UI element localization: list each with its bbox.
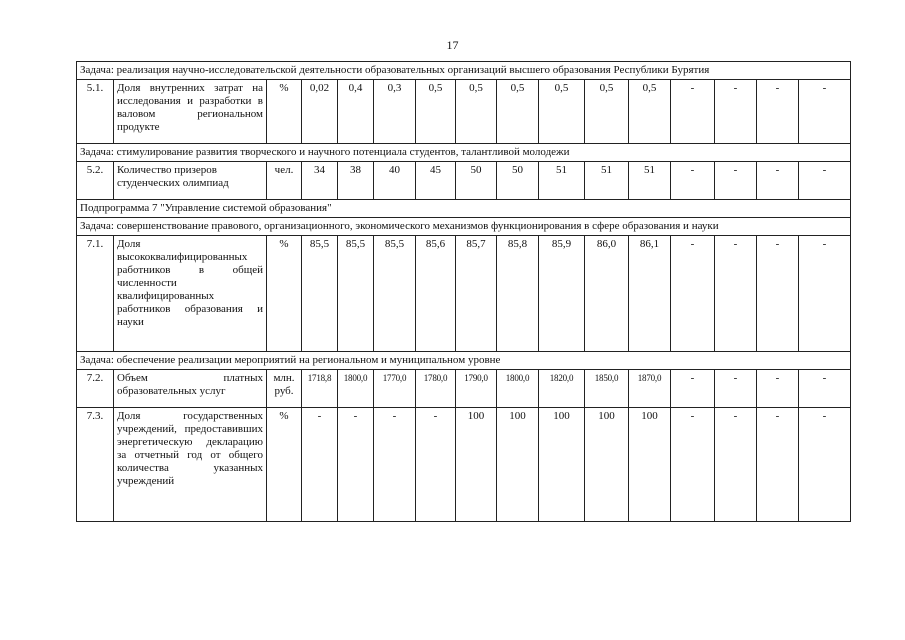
value-cell: 50: [456, 162, 497, 200]
value-cell: -: [757, 370, 799, 408]
indicator-name: Доля государственных учреждений, предоставивших энергетическую декларацию за отчетный год от общего количества указанных учреждений: [114, 408, 267, 522]
value-cell: -: [715, 162, 757, 200]
value-cell: 1770,0: [374, 370, 416, 408]
value-cell: 1790,0: [456, 370, 497, 408]
value-cell: -: [799, 80, 851, 144]
task-row: [77, 352, 851, 370]
indicator-name: Объем платных образовательных услуг: [114, 370, 267, 408]
value-cell: 0,5: [539, 80, 585, 144]
value-cell: 1850,0: [585, 370, 629, 408]
value-cell: 50: [497, 162, 539, 200]
value-cell: 38: [338, 162, 374, 200]
value-cell: 40: [374, 162, 416, 200]
value-cell: 51: [539, 162, 585, 200]
task-label: Задача: реализация научно-исследовательской деятельности образовательных организаций высшего образования Республики Бурятия: [77, 62, 851, 80]
value-cell: 85,5: [338, 236, 374, 352]
value-cell: -: [374, 408, 416, 522]
value-cell: -: [715, 370, 757, 408]
task-row: [77, 218, 851, 236]
value-cell: 85,9: [539, 236, 585, 352]
table-row: [77, 236, 851, 352]
table-row: [77, 408, 851, 522]
value-cell: 100: [629, 408, 671, 522]
value-cell: -: [799, 236, 851, 352]
unit-cell: %: [267, 236, 302, 352]
value-cell: -: [799, 162, 851, 200]
value-cell: 100: [497, 408, 539, 522]
value-cell: -: [715, 236, 757, 352]
value-cell: 0,5: [629, 80, 671, 144]
value-cell: 1820,0: [539, 370, 585, 408]
row-number: 7.1.: [77, 236, 114, 352]
value-cell: 85,5: [302, 236, 338, 352]
value-cell: -: [671, 370, 715, 408]
table-row: [77, 80, 851, 144]
value-cell: 51: [585, 162, 629, 200]
indicator-name: Доля внутренних затрат на исследования и разработки в валовом региональном продукте: [114, 80, 267, 144]
value-cell: 0,5: [416, 80, 456, 144]
value-cell: 1870,0: [629, 370, 671, 408]
indicator-name: Количество призеров студенческих олимпиад: [114, 162, 267, 200]
value-cell: -: [416, 408, 456, 522]
value-cell: -: [338, 408, 374, 522]
value-cell: 100: [585, 408, 629, 522]
indicators-table: [76, 61, 851, 522]
subprogram-label: Подпрограмма 7 "Управление системой образования": [77, 200, 851, 218]
value-cell: 0,4: [338, 80, 374, 144]
subprogram-row: [77, 200, 851, 218]
task-label: Задача: стимулирование развития творческого и научного потенциала студентов, талантливой молодежи: [77, 144, 851, 162]
value-cell: 85,7: [456, 236, 497, 352]
value-cell: 0,5: [585, 80, 629, 144]
value-cell: 51: [629, 162, 671, 200]
value-cell: -: [671, 236, 715, 352]
task-label: Задача: совершенствование правового, организационного, экономического механизмов функционирования в сфере образования и науки: [77, 218, 851, 236]
task-row: [77, 62, 851, 80]
value-cell: -: [671, 80, 715, 144]
value-cell: 1780,0: [416, 370, 456, 408]
value-cell: -: [757, 162, 799, 200]
value-cell: 0,02: [302, 80, 338, 144]
value-cell: 1718,8: [302, 370, 338, 408]
value-cell: -: [302, 408, 338, 522]
value-cell: 0,5: [497, 80, 539, 144]
unit-cell: %: [267, 80, 302, 144]
value-cell: -: [757, 408, 799, 522]
table-row: [77, 162, 851, 200]
task-row: [77, 144, 851, 162]
value-cell: -: [757, 80, 799, 144]
value-cell: 85,5: [374, 236, 416, 352]
value-cell: -: [671, 408, 715, 522]
value-cell: 85,6: [416, 236, 456, 352]
value-cell: 86,1: [629, 236, 671, 352]
value-cell: 0,3: [374, 80, 416, 144]
value-cell: 86,0: [585, 236, 629, 352]
value-cell: 1800,0: [497, 370, 539, 408]
table-row: [77, 370, 851, 408]
indicator-name: Доля высококвалифицированных работников в общей численности квалифицированных работников образования и науки: [114, 236, 267, 352]
value-cell: -: [799, 370, 851, 408]
unit-cell: чел.: [267, 162, 302, 200]
value-cell: 34: [302, 162, 338, 200]
row-number: 5.2.: [77, 162, 114, 200]
value-cell: -: [715, 80, 757, 144]
row-number: 7.3.: [77, 408, 114, 522]
value-cell: 1800,0: [338, 370, 374, 408]
value-cell: 0,5: [456, 80, 497, 144]
value-cell: 85,8: [497, 236, 539, 352]
value-cell: -: [715, 408, 757, 522]
value-cell: -: [799, 408, 851, 522]
value-cell: -: [671, 162, 715, 200]
value-cell: -: [757, 236, 799, 352]
unit-cell: %: [267, 408, 302, 522]
value-cell: 100: [456, 408, 497, 522]
row-number: 7.2.: [77, 370, 114, 408]
value-cell: 45: [416, 162, 456, 200]
task-label: Задача: обеспечение реализации мероприятий на региональном и муниципальном уровне: [77, 352, 851, 370]
value-cell: 100: [539, 408, 585, 522]
page-number: 17: [446, 38, 459, 52]
unit-cell: млн. руб.: [267, 370, 302, 408]
row-number: 5.1.: [77, 80, 114, 144]
